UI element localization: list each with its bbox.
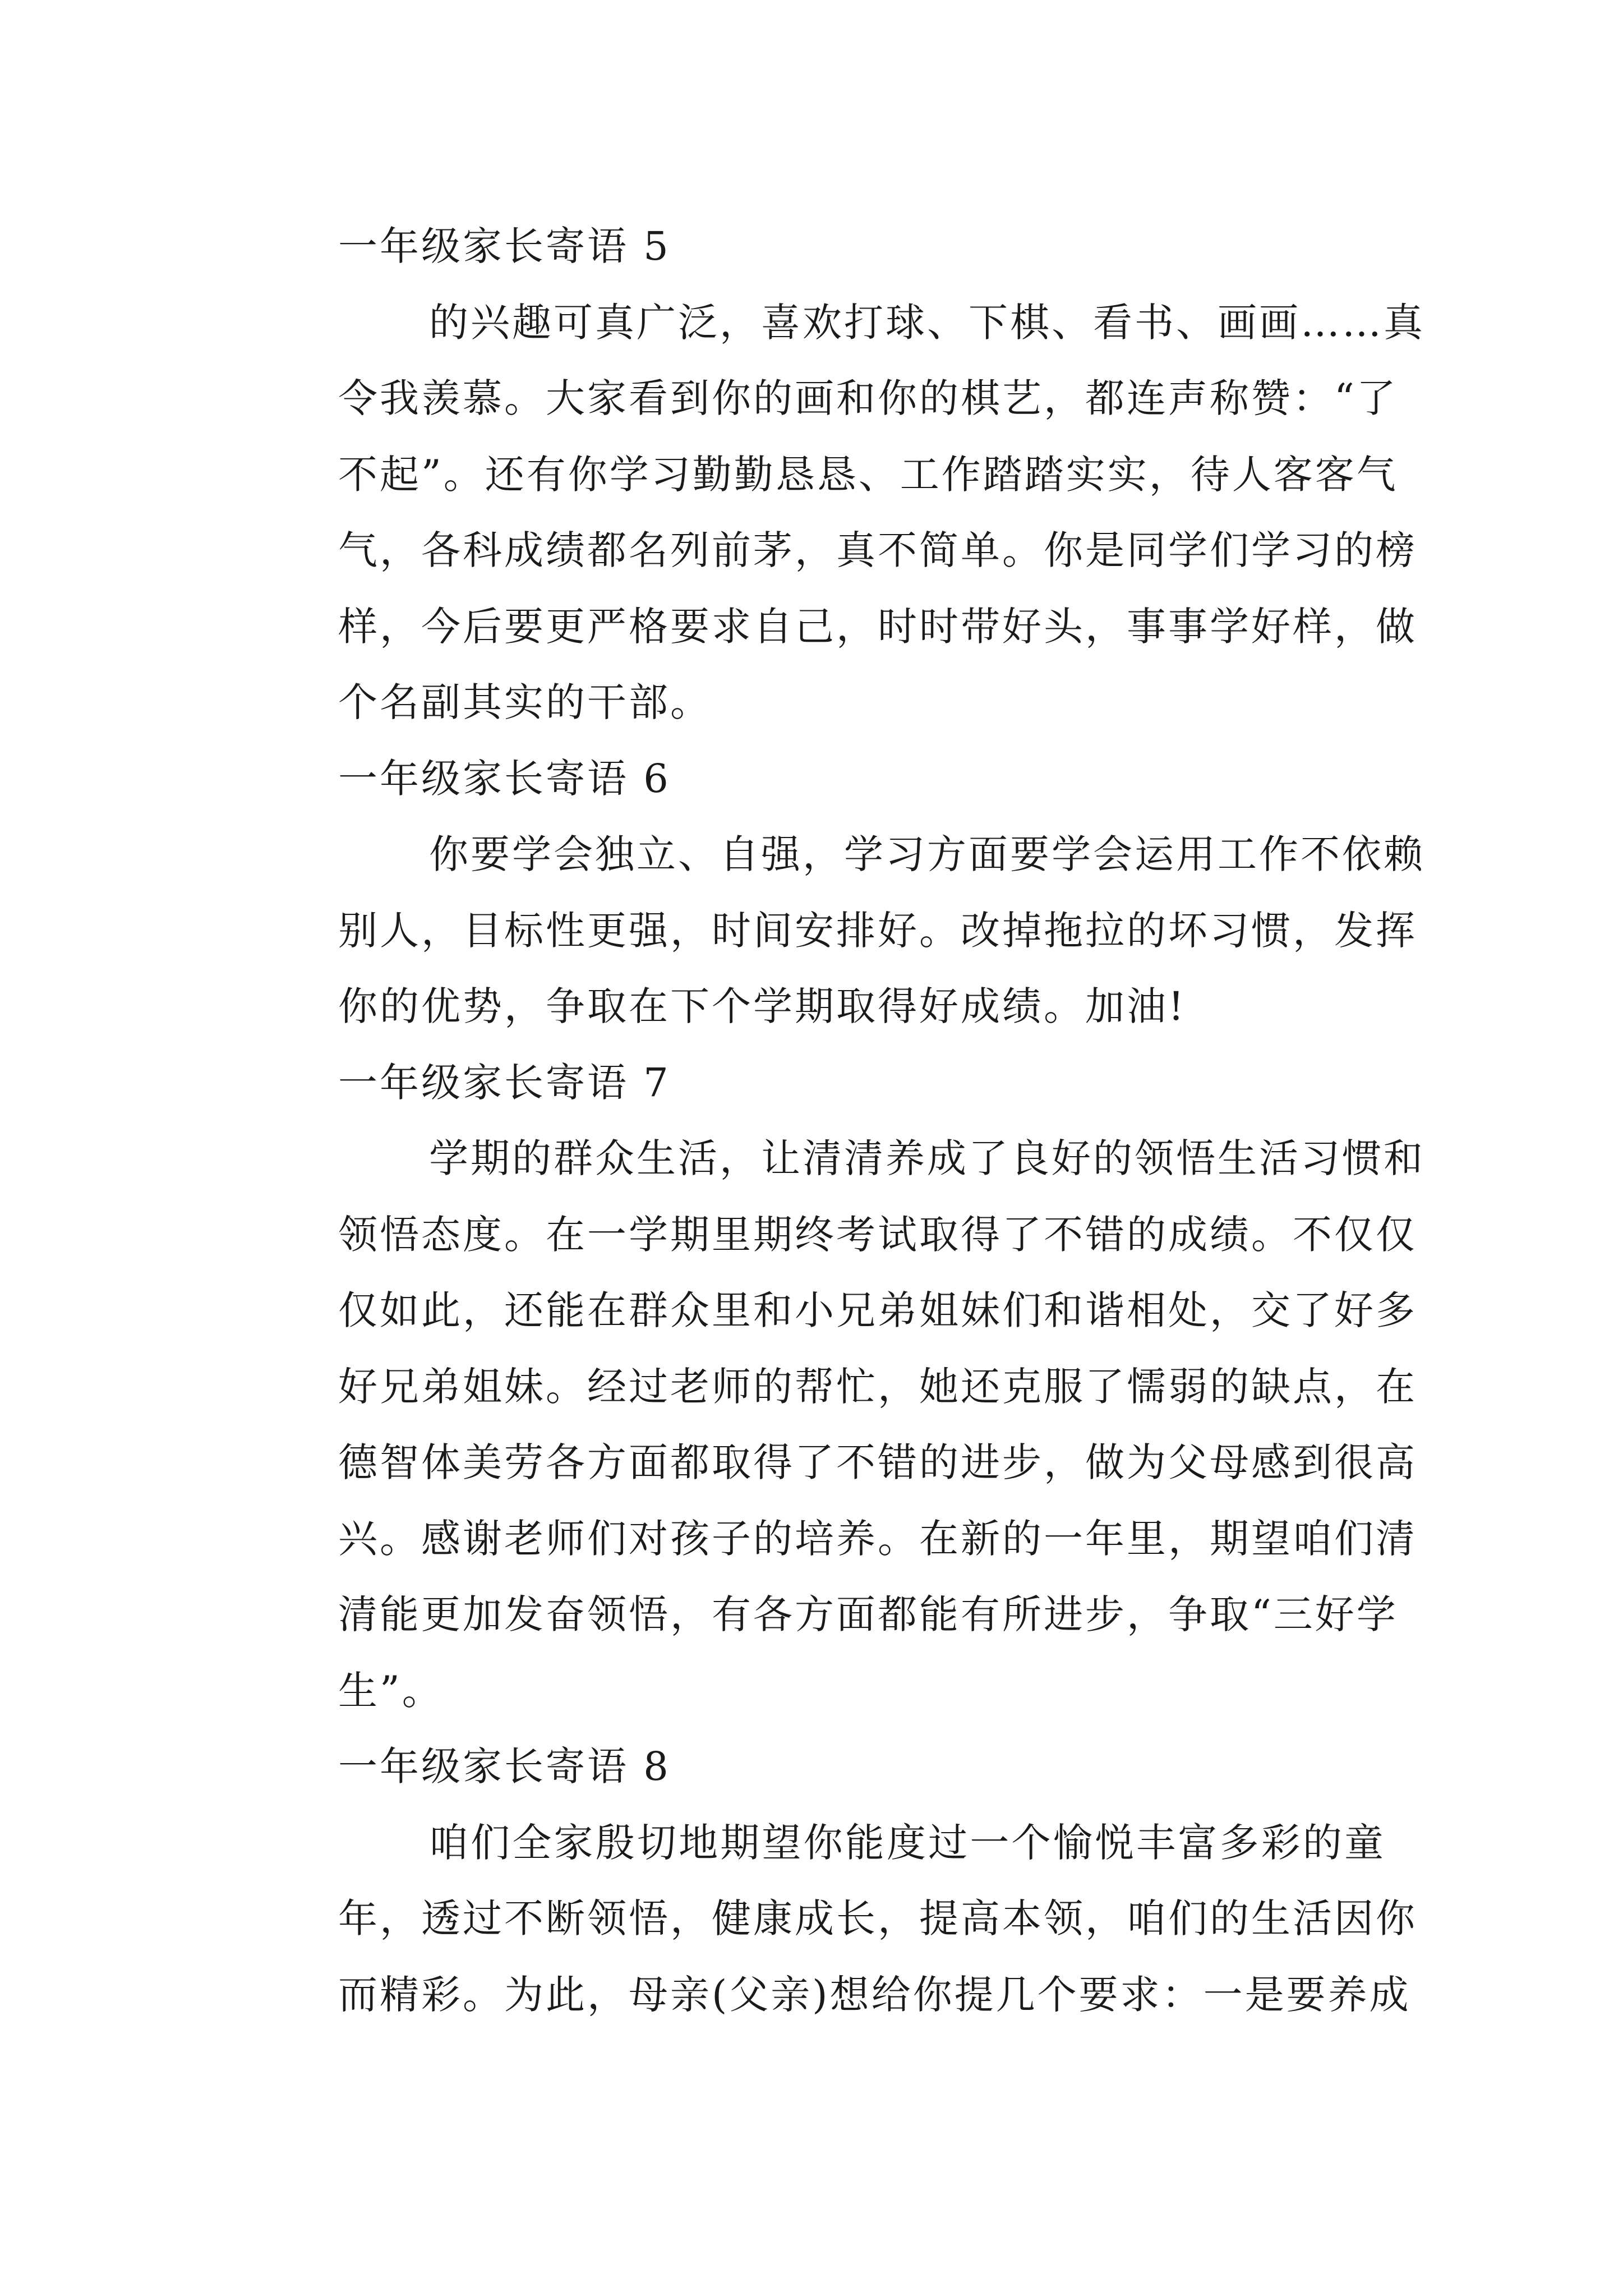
text-line: 咱们全家殷切地期望你能度过一个愉悦丰富多彩的童 — [429, 1819, 1386, 1866]
text-line: 好兄弟姐妹。经过老师的帮忙，她还克服了懦弱的缺点，在 — [338, 1363, 1417, 1410]
text-line: 生”。 — [338, 1667, 444, 1714]
section-8 — [247, 1729, 1417, 2033]
text-line: 你要学会独立、自强，学习方面要学会运用工作不依赖 — [429, 831, 1425, 877]
section-heading: 一年级家长寄语 5 — [338, 223, 671, 269]
paragraph — [247, 817, 1425, 1045]
text-line: 领悟态度。在一学期里期终考试取得了不错的成绩。不仅仅 — [338, 1211, 1417, 1258]
text-line: 学期的群众生活，让清清养成了良好的领悟生活习惯和 — [429, 1135, 1425, 1181]
text-line: 清能更加发奋领悟，有各方面都能有所进步，争取“三好学 — [338, 1591, 1398, 1637]
section-heading: 一年级家长寄语 8 — [338, 1743, 671, 1789]
section-heading: 一年级家长寄语 6 — [338, 755, 671, 802]
paragraph — [247, 1805, 1417, 2033]
section-6 — [247, 741, 1425, 1045]
text-line: 而精彩。为此，母亲(父亲)想给你提几个要求：一是要养成 — [338, 1971, 1411, 2018]
paragraph — [247, 1121, 1425, 1729]
text-line: 个名副其实的干部。 — [338, 679, 712, 725]
text-line: 仅如此，还能在群众里和小兄弟姐妹们和谐相处，交了好多 — [338, 1287, 1417, 1333]
text-line: 你的优势，争取在下个学期取得好成绩。加油! — [338, 983, 1187, 1029]
text-line: 的兴趣可真广泛，喜欢打球、下棋、看书、画画……真 — [429, 299, 1425, 346]
section-5 — [247, 209, 1425, 741]
section-7 — [247, 1045, 1425, 1729]
text-line: 气，各科成绩都名列前茅，真不简单。你是同学们学习的榜 — [338, 527, 1417, 573]
text-line: 年，透过不断领悟，健康成长，提高本领，咱们的生活因你 — [338, 1895, 1417, 1941]
text-line: 德智体美劳各方面都取得了不错的进步，做为父母感到很高 — [338, 1439, 1417, 1485]
text-line: 不起”。还有你学习勤勤恳恳、工作踏踏实实，待人客客气 — [338, 451, 1398, 498]
section-heading: 一年级家长寄语 7 — [338, 1059, 671, 1106]
text-line: 兴。感谢老师们对孩子的培养。在新的一年里，期望咱们清 — [338, 1515, 1417, 1562]
text-line: 别人，目标性更强，时间安排好。改掉拖拉的坏习惯，发挥 — [338, 907, 1417, 954]
text-line: 样，今后要更严格要求自己，时时带好头，事事学好样，做 — [338, 603, 1417, 650]
document-body — [247, 209, 1425, 2033]
paragraph — [247, 285, 1425, 741]
text-line: 令我羡慕。大家看到你的画和你的棋艺，都连声称赞：“了 — [338, 375, 1398, 421]
